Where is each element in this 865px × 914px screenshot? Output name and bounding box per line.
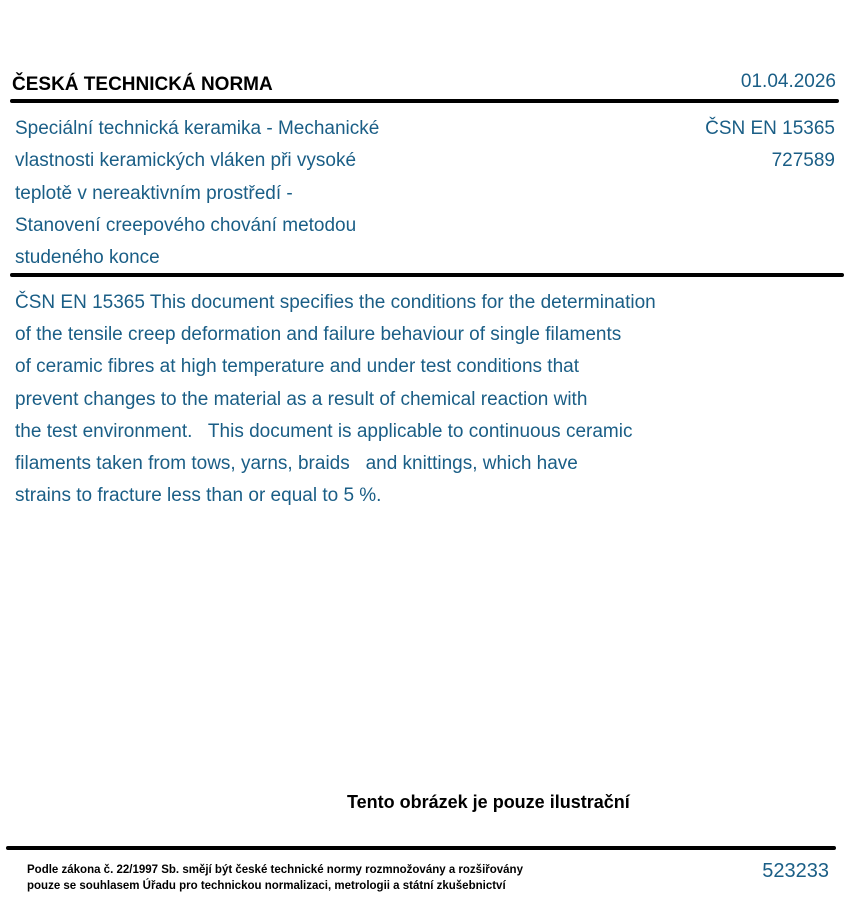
legal-notice-line: Podle zákona č. 22/1997 Sb. smějí být české technické normy rozmnožovány a rozšiřovány	[27, 864, 523, 876]
standard-title	[15, 113, 455, 274]
footer-divider	[6, 846, 836, 850]
abstract	[15, 287, 775, 512]
abstract-line: of the tensile creep deformation and failure behaviour of single filaments	[15, 324, 622, 346]
standard-title-line: Speciální technická keramika - Mechanické	[15, 118, 380, 139]
document-number: 523233	[762, 860, 829, 882]
title-divider	[10, 273, 844, 277]
standard-title-line: teplotě v nereaktivním prostředí -	[15, 182, 293, 204]
publication-date: 01.04.2026	[740, 71, 836, 92]
illustration-note: Tento obrázek je pouze ilustrační	[347, 792, 630, 812]
standard-code: ČSN EN 15365	[705, 118, 835, 139]
class-number: 727589	[771, 150, 835, 172]
header-divider	[10, 99, 839, 103]
abstract-line: prevent changes to the material as a result of chemical reaction with	[15, 388, 588, 410]
abstract-line: the test environment. This document is applicable to continuous ceramic	[15, 420, 633, 442]
abstract-line: of ceramic fibres at high temperature and under test conditions that	[15, 356, 579, 378]
norm-title: ČESKÁ TECHNICKÁ NORMA	[12, 74, 273, 95]
abstract-line: strains to fracture less than or equal to 5 %.	[15, 485, 382, 507]
standard-identifiers	[705, 113, 835, 178]
standard-title-line: studeného konce	[15, 247, 160, 269]
abstract-line: ČSN EN 15365 This document specifies the conditions for the determination	[15, 292, 656, 313]
legal-notice	[27, 862, 523, 894]
legal-notice-line: pouze se souhlasem Úřadu pro technickou normalizaci, metrologii a státní zkušebnictví	[27, 880, 506, 892]
standard-title-line: vlastnosti keramických vláken při vysoké	[15, 150, 357, 172]
abstract-line: filaments taken from tows, yarns, braids and knittings, which have	[15, 453, 578, 475]
standard-title-line: Stanovení creepového chování metodou	[15, 214, 357, 236]
